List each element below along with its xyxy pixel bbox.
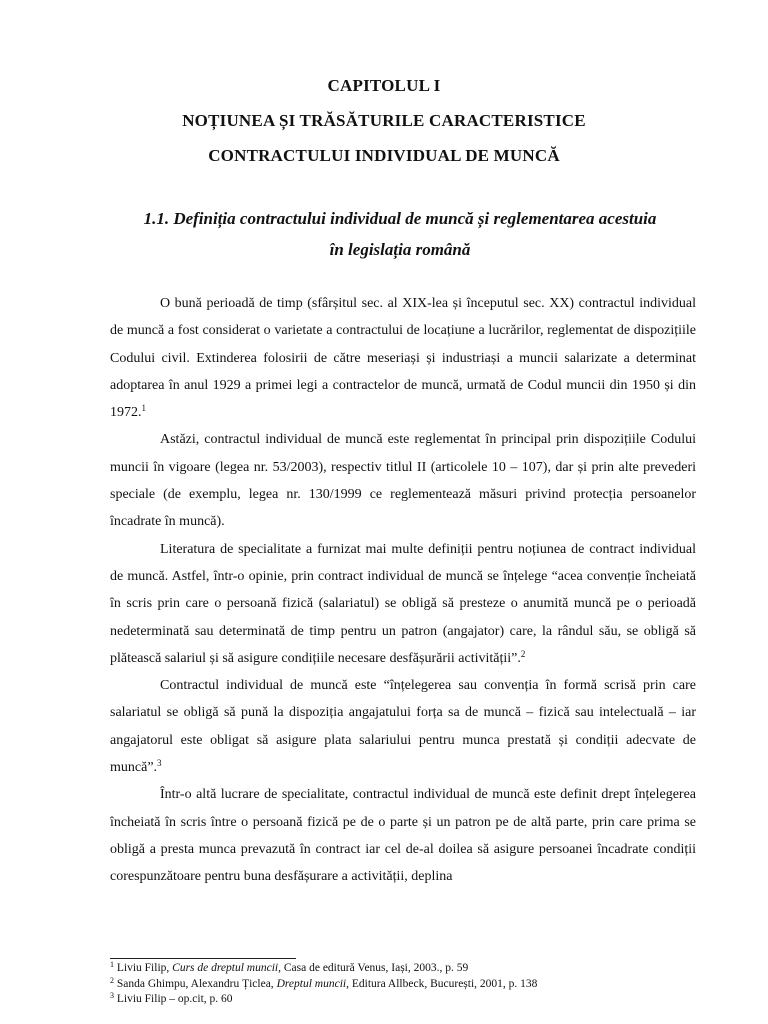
paragraph: [110, 426, 696, 535]
footnote: [110, 961, 710, 977]
paragraph: [110, 290, 696, 426]
footnote-number: 2: [110, 975, 114, 985]
paragraph-text: Într-o altă lucrare de specialitate, contractul individual de muncă este definit drept înțelegerea încheiată în scris între o persoană fizică pe de o parte și un patron pe de altă parte, prin care prima se obligă a presta munca prevazută în contract iar cel de-al doilea să asigure persoanei încadrate condiții corespunzătoare pentru buna desfășurare a activității, deplina: [110, 787, 696, 885]
footnote-text: Liviu Filip – op.cit, p. 60: [116, 993, 233, 1005]
footnote-book-title: Curs de dreptul muncii: [172, 962, 279, 974]
footnote-text: , Editura Allbeck, București, 2001, p. 138: [346, 977, 538, 990]
footnote: [110, 977, 710, 993]
section-title: [100, 203, 700, 265]
body-text: [110, 290, 696, 891]
paragraph: [110, 672, 696, 781]
paragraph: [110, 536, 696, 672]
chapter-title-line-2: CONTRACTULUI INDIVIDUAL DE MUNCĂ: [208, 146, 560, 165]
footnote-book-title: Dreptul muncii: [276, 977, 347, 990]
footnote-text: , Casa de editură Venus, Iași, 2003., p. 59: [278, 962, 469, 974]
footnote-ref[interactable]: 2: [520, 648, 526, 659]
paragraph-text: Literatura de specialitate a furnizat mai multe definiții pentru noțiunea de contract individual de muncă. Astfel, într-o opinie, prin contract individual de muncă se înțelege “acea convenție încheiată în scris prin care o persoană fizică (salariatul) se obligă să presteze o anumită muncă pe o perioadă nedeterminată sau determinată de timp pentru un patron (angajator) care, la rândul său, se obligă să plătească salariul și să asigure condițiile necesare desfășurării activității”.: [110, 541, 696, 666]
chapter-title-line-1: NOȚIUNEA ȘI TRĂSĂTURILE CARACTERISTICE: [182, 111, 586, 130]
paragraph-text: Contractul individual de muncă este “înțelegerea sau convenția în formă scrisă prin care salariatul se obligă să pună la dispoziția angajatului forța sa de muncă – fizică sau intelectuală – iar angajatorul este obligat să asigure plata salariului pentru munca prestată și condiții adecvate de muncă”.: [110, 678, 696, 776]
footnote-ref[interactable]: 3: [157, 758, 162, 769]
paragraph-text: Astăzi, contractul individual de muncă este reglementat în principal prin dispozițiile Codului muncii în vigoare (legea nr. 53/2003), respectiv titlul II (articolele 10 – 107), dar și prin alte prevederi speciale (de exemplu, legea nr. 130/1999 ce reglementează măsuri privind protecția persoanelor încadrate în muncă).: [110, 432, 696, 530]
footnote-text: Liviu Filip,: [116, 962, 173, 974]
footnote-ref[interactable]: 1: [141, 403, 146, 414]
paragraph: [110, 781, 696, 890]
footnotes: [110, 961, 710, 1008]
footnote-text: Sanda Ghimpu, Alexandru Țiclea,: [116, 977, 277, 990]
paragraph-text: O bună perioadă de timp (sfârșitul sec. al XIX-lea și începutul sec. XX) contractul individual de muncă a fost considerat o varietate a contractului de locațiune a lucrărilor, reglementat de dispozițiile Codului civil. Extinderea folosirii de către meseriași și industriași a muncii salarizate a determinat adoptarea în anul 1929 a primei legi a contractelor de muncă, urmată de Codul muncii din 1950 și din 1972.: [110, 296, 696, 421]
chapter-heading: CAPITOLUL I: [327, 76, 441, 95]
footnote-number: 3: [110, 991, 114, 1000]
section-title-line-2: în legislația română: [329, 240, 471, 259]
footnote-number: 1: [110, 960, 114, 969]
footnote-divider: [110, 958, 296, 959]
footnote: [110, 992, 710, 1008]
section-title-line-1: 1.1. Definiția contractului individual de muncă și reglementarea acestuia: [143, 209, 657, 228]
